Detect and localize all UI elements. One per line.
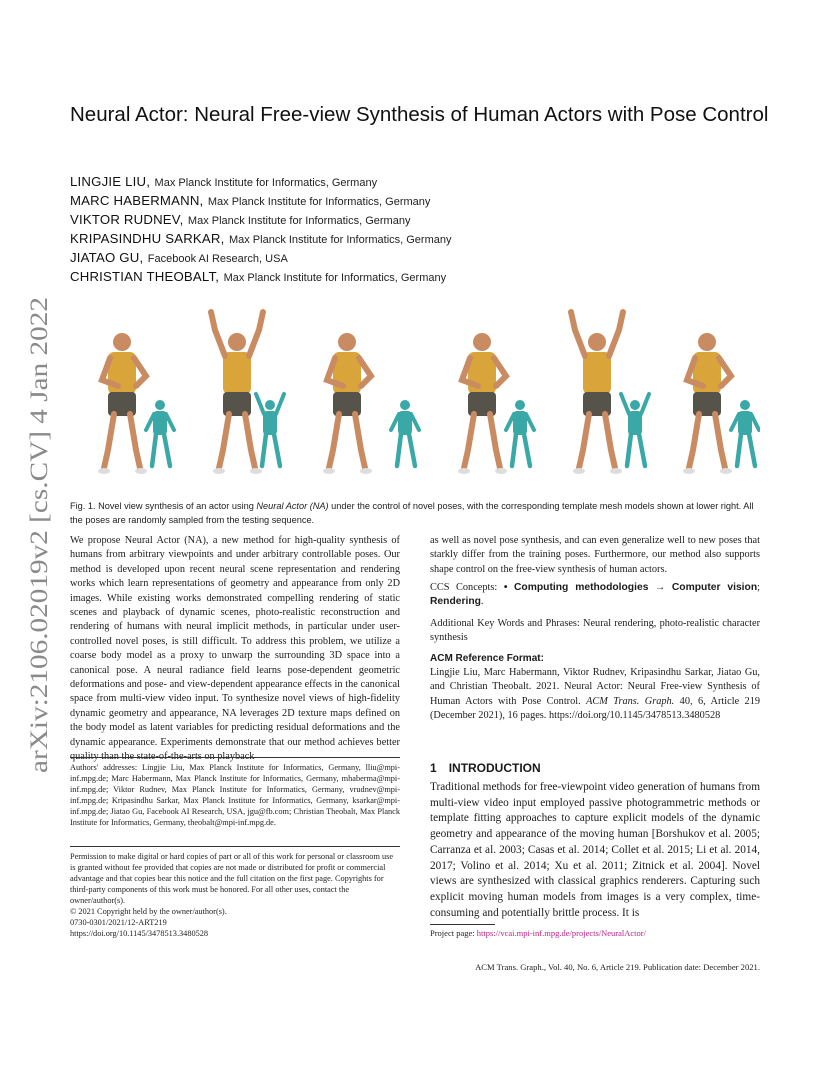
divider [70, 757, 400, 758]
mesh-arm [751, 414, 759, 430]
author-name: KRIPASINDHU SARKAR, [70, 231, 225, 246]
ccs-concept: Computing methodologies [514, 582, 649, 593]
acm-reference-heading: ACM Reference Format: [430, 653, 544, 664]
actor-figure [323, 333, 372, 474]
abstract-continued: as well as novel pose synthesis, and can even generalize well to new poses that starkly differ from the training poses. Furthermore, our method also supports shape control on the free-view synthesis of human actors. [430, 535, 760, 575]
mesh-arm [526, 414, 534, 430]
actor-leg [329, 414, 339, 468]
mesh-leg [262, 434, 266, 466]
author-affiliation: Facebook AI Research, USA [147, 253, 288, 265]
author-name: CHRISTIAN THEOBALT, [70, 269, 220, 284]
author-addresses: Authors' addresses: Lingjie Liu, Max Planck Institute for Informatics, Germany, lliu@mpi-inf.mpg.de; Marc Habermann, Max Planck Institute for Informatics, Germany, mhaberma@mpi-inf.mpg.de; Viktor Rudnev, Max Planck Institute for Informatics, Germany, vrudnev@mpi-inf.mpg.de; Kripasindhu Sarkar, Max Planck Institute for Informatics, Germany, ksarkar@mpi-inf.mpg.de; Jiatao Gu, Facebook AI Research, USA, jgu@fb.com; Christian Theobalt, Max Planck Institute for Informatics, Germany, theobalt@mpi-inf.mpg.de. [70, 763, 400, 827]
actor-shoe [213, 468, 225, 474]
mesh-leg [164, 434, 170, 466]
mesh-head [630, 400, 640, 410]
actor-torso [583, 352, 611, 394]
permission-text: Permission to make digital or hard copies of part or all of this work for personal or classroom use is granted without fee provided that copies are not made or distributed for profit or commercial advantage and that copies bear this notice and the full citation on the first page. Copyrights for third-party components of this work must be honored. For all other uses, contact the owner/author(s). [70, 852, 394, 905]
actor-shoe [135, 468, 147, 474]
permission-notice [70, 851, 400, 939]
actor-leg [715, 414, 725, 468]
actor-shoe [610, 468, 622, 474]
author-name: VIKTOR RUDNEV, [70, 212, 184, 227]
actor-arm [249, 312, 263, 356]
template-mesh-figure [391, 400, 419, 466]
mesh-arm [621, 394, 629, 414]
footnote [430, 928, 760, 939]
running-footer: ACM Trans. Graph., Vol. 40, No. 6, Article 219. Publication date: December 2021. [475, 962, 760, 972]
author-affiliation: Max Planck Institute for Informatics, Germany [228, 234, 452, 246]
actor-head [698, 333, 716, 351]
author-name: JIATAO GU, [70, 250, 144, 265]
author-entry [70, 172, 770, 191]
ccs-concept: Computer vision [671, 582, 758, 593]
actor-head [588, 333, 606, 351]
author-affiliation: Max Planck Institute for Informatics, Germany [207, 196, 431, 208]
ccs-separator: ; [757, 582, 760, 593]
introduction-text: Traditional methods for free-viewpoint video generation of humans from multi-view video input employed passive photogrammetric methods or template fitting approaches to capture explicit models of the dynamic geometry and appearance of the moving human [Borshukov et al. 2005; Carranza et al. 2003; Casas et al. 2014; Collet et al. 2015; Li et al. 2014, 2017; Volino et al. 2014; Xu et al. 2011; Zitnick et al. 2004]. Novel views are synthesized with classical graphics renderers. Capturing such explicit moving human models from images is a very complex, time-consuming and potentially brittle process. It is [430, 781, 760, 919]
actor-shoe [250, 468, 262, 474]
author-affiliation: Max Planck Institute for Informatics, Germany [223, 272, 447, 284]
actor-shoe [360, 468, 372, 474]
mesh-head [515, 400, 525, 410]
actor-leg [355, 414, 365, 468]
actor-figure [98, 333, 147, 474]
section-heading [430, 761, 541, 775]
actor-leg [130, 414, 140, 468]
actor-shoe [720, 468, 732, 474]
template-mesh-figure [146, 400, 174, 466]
caption-text: Novel view synthesis of an actor using [98, 501, 254, 511]
actor-leg [104, 414, 114, 468]
mesh-leg [639, 434, 645, 466]
author-entry [70, 229, 770, 248]
actor-head [473, 333, 491, 351]
figure-caption [70, 500, 760, 527]
acm-reference-details: 40, 6, Article 219 (December 2021), 16 pages. https://doi.org/10.1145/3478513.3480528 [430, 695, 761, 722]
mesh-head [740, 400, 750, 410]
actor-head [113, 333, 131, 351]
actor-leg [245, 414, 255, 468]
template-mesh-figure [621, 394, 649, 466]
issn-line: 0730-0301/2021/12-ART219 [70, 918, 167, 927]
footnote-label: Project page: [430, 928, 475, 938]
caption-method-name: Neural Actor (NA) [256, 501, 329, 511]
actor-leg [605, 414, 615, 468]
copyright-line: © 2021 Copyright held by the owner/author(s). [70, 907, 227, 916]
mesh-leg [512, 434, 516, 466]
ccs-concepts [430, 581, 760, 610]
figure-label: Fig. 1. [70, 501, 96, 511]
acm-reference [430, 666, 760, 724]
caption-text-cont: under the control of novel poses, with the corresponding template mesh models shown at lower right. All the poses are randomly sampled from the testing sequence. [70, 501, 754, 525]
actor-arm [571, 312, 585, 356]
mesh-arm [256, 394, 264, 414]
teaser-illustration [70, 300, 760, 475]
mesh-arm [146, 414, 154, 430]
actor-leg [490, 414, 500, 468]
footnote-divider [430, 924, 495, 925]
actor-shoe [323, 468, 335, 474]
ccs-label: CCS Concepts: [430, 582, 498, 593]
mesh-leg [737, 434, 741, 466]
author-entry [70, 267, 770, 286]
author-list [70, 172, 770, 286]
actor-head [228, 333, 246, 351]
doi-line: https://doi.org/10.1145/3478513.3480528 [70, 929, 209, 938]
author-name: MARC HABERMANN, [70, 193, 204, 208]
section-number: 1 [430, 761, 437, 775]
acm-reference-text: Lingjie Liu, Marc Habermann, Viktor Rudnev, Kripasindhu Sarkar, Jiatao Gu, and Christian Theobalt. 2021. Neural Actor: Neural Free-view Synthesis of Human Actors with Pose Control. [430, 667, 760, 707]
ccs-bullet: • [503, 582, 508, 593]
mesh-leg [397, 434, 401, 466]
abstract: We propose Neural Actor (NA), a new method for high-quality synthesis of humans from arbitrary viewpoints and under arbitrary controllable poses. Our method is developed upon recent neural scene representation and rendering works which learn representations of geometry and appearance from only 2D images. While existing works demonstrated compelling rendering of static scenes and playback of dynamic scenes, photo-realistic reconstruction and rendering of humans with neural implicit methods, in particular under user-controlled novel poses, is still difficult. To address this problem, we utilize a coarse body model as a proxy to unwarp the surrounding 3D space into a canonical pose. A neural radiance field learns pose-dependent geometric deformations and pose- and view-dependent appearance effects in the canonical space from multi-view video input. To synthesize novel views of high-fidelity dynamic geometry and appearance, NA leverages 2D texture maps defined on the body model as latent variables for predicting residual deformations and the dynamic appearance. Experiments demonstrate that our method achieves better quality than the state-of-the-arts on playback [70, 535, 400, 763]
template-mesh-figure [506, 400, 534, 466]
acm-reference-journal: ACM Trans. Graph. [586, 695, 675, 707]
actor-head [338, 333, 356, 351]
mesh-arm [731, 414, 739, 430]
actor-figure [571, 312, 623, 474]
divider [70, 846, 400, 847]
mesh-leg [274, 434, 280, 466]
mesh-leg [749, 434, 755, 466]
actor-leg [464, 414, 474, 468]
keywords: Additional Key Words and Phrases: Neural rendering, photo-realistic character synthesis [430, 618, 760, 644]
arxiv-stamp [20, 295, 56, 775]
arxiv-identifier: arXiv:2106.02019v2 [cs.CV] 4 Jan 2022 [26, 366, 53, 773]
actor-shoe [683, 468, 695, 474]
paper-title: Neural Actor: Neural Free-view Synthesis of Human Actors with Pose Control [70, 103, 769, 126]
actor-shoe [458, 468, 470, 474]
ccs-concept: Rendering [430, 596, 481, 608]
mesh-head [265, 400, 275, 410]
mesh-arm [166, 414, 174, 430]
ccs-arrow: → [655, 582, 666, 593]
actor-leg [219, 414, 229, 468]
mesh-head [155, 400, 165, 410]
actor-arm [211, 312, 225, 356]
author-affiliation: Max Planck Institute for Informatics, Germany [154, 177, 378, 189]
ccs-end: . [480, 596, 484, 608]
actor-shoe [98, 468, 110, 474]
actor-arm [609, 312, 623, 356]
actor-leg [579, 414, 589, 468]
author-name: LINGJIE LIU, [70, 174, 151, 189]
actor-torso [223, 352, 251, 394]
actor-figure [458, 333, 507, 474]
mesh-arm [391, 414, 399, 430]
teaser-figure [70, 300, 760, 475]
project-page-link[interactable]: https://vcai.mpi-inf.mpg.de/projects/NeuralActor/ [476, 928, 646, 938]
mesh-leg [524, 434, 530, 466]
template-mesh-figure [256, 394, 284, 466]
mesh-arm [276, 394, 284, 414]
mesh-arm [411, 414, 419, 430]
section-title: INTRODUCTION [448, 761, 541, 775]
author-affiliation: Max Planck Institute for Informatics, Germany [187, 215, 411, 227]
actor-leg [689, 414, 699, 468]
actor-shoe [573, 468, 585, 474]
mesh-leg [627, 434, 631, 466]
actor-figure [683, 333, 732, 474]
actor-shoe [495, 468, 507, 474]
template-mesh-figure [731, 400, 759, 466]
mesh-arm [641, 394, 649, 414]
author-entry [70, 210, 770, 229]
mesh-leg [409, 434, 415, 466]
mesh-head [400, 400, 410, 410]
mesh-arm [506, 414, 514, 430]
author-entry [70, 248, 770, 267]
mesh-leg [152, 434, 156, 466]
author-entry [70, 191, 770, 210]
